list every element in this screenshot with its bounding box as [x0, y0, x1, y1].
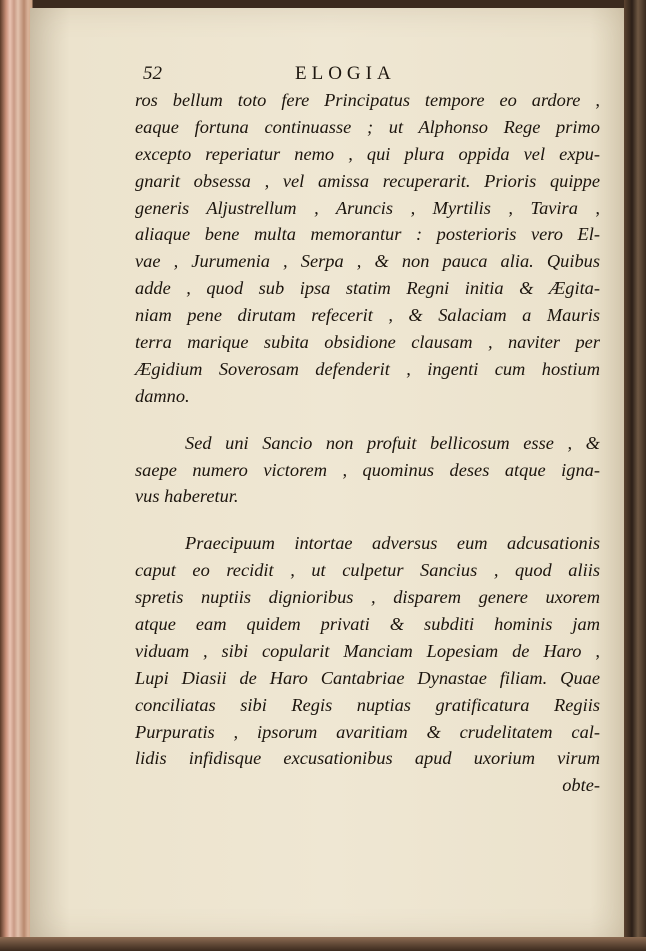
page-number: 52 [143, 63, 162, 84]
paragraph-3 [135, 530, 600, 772]
text-line: Sed uni Sancio non profuit bellicosum esse , & [185, 432, 600, 453]
page-header [143, 63, 523, 87]
text-line: terra marique subita obsidione clausam , naviter per [135, 332, 600, 353]
text-line: damno. [135, 385, 190, 406]
running-head: ELOGIA [295, 63, 396, 84]
text-line: vae , Jurumenia , Serpa , & non pauca alia. Quibus [135, 251, 600, 272]
text-line: vus haberetur. [135, 486, 239, 507]
text-line: ros bellum toto fere Principatus tempore eo ardore , [135, 90, 600, 110]
text-line: saepe numero victorem , quominus deses atque igna- [135, 459, 600, 480]
paragraph-2 [135, 430, 600, 511]
text-line: Lupi Diasii de Haro Cantabriae Dynastae filiam. Quae [135, 667, 600, 688]
text-line: atque eam quidem privati & subditi hominis jam [135, 614, 600, 635]
text-line: excepto reperiatur nemo , qui plura oppida vel expu- [135, 143, 600, 164]
text-line: eaque fortuna continuasse ; ut Alphonso Rege primo [135, 116, 600, 137]
text-line: spretis nuptiis dignioribus , disparem genere uxorem [135, 587, 600, 608]
paragraph-1 [135, 87, 600, 410]
catchword: obte- [562, 775, 600, 796]
text-line: Ægidium Soverosam defenderit , ingenti cum hostium [135, 358, 600, 379]
text-line: aliaque bene multa memorantur : posterioris vero El- [135, 224, 600, 245]
text-line: Purpuratis , ipsorum avaritiam & crudelitatem cal- [135, 721, 600, 742]
text-line: niam pene dirutam refecerit , & Salaciam a Mauris [135, 305, 600, 326]
book-spine-edge [624, 0, 646, 951]
book-bottom-edge [0, 937, 646, 951]
text-line: generis Aljustrellum , Aruncis , Myrtilis , Tavira , [135, 197, 600, 218]
text-line: lidis infidisque excusationibus apud uxorium virum [135, 748, 600, 769]
text-line: gnarit obsessa , vel amissa recuperarit. Prioris quippe [135, 170, 600, 191]
text-line: viduam , sibi copularit Manciam Lopesiam de Haro , [135, 640, 600, 661]
text-line: conciliatas sibi Regis nuptias gratificatura Regiis [135, 694, 600, 715]
text-line: Praecipuum intortae adversus eum adcusationis [185, 533, 600, 554]
text-line: caput eo recidit , ut culpetur Sancius , quod aliis [135, 560, 600, 581]
body-text [135, 87, 600, 799]
text-line: adde , quod sub ipsa statim Regni initia & Ægita- [135, 278, 600, 299]
